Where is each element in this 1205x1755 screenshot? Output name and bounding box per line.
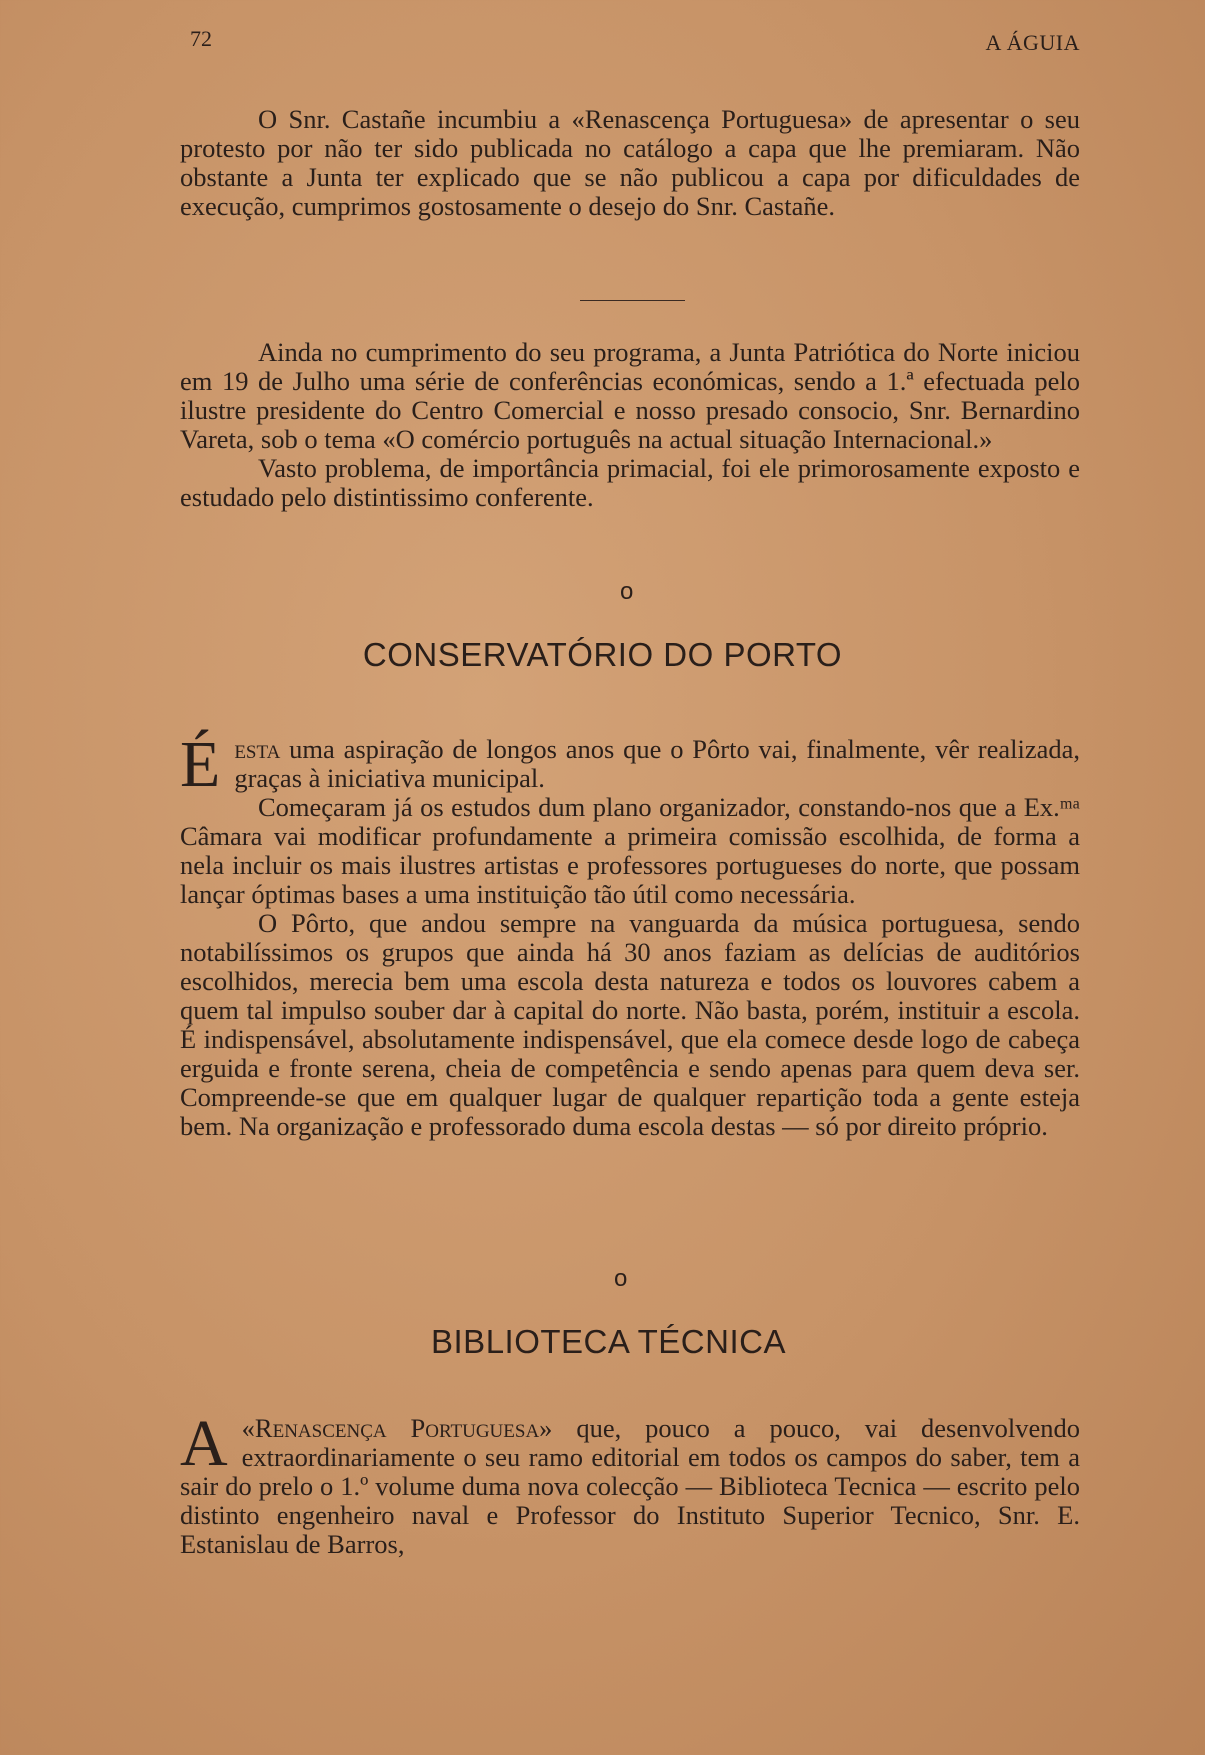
paragraph-castane — [180, 105, 1080, 221]
section-rule — [580, 300, 685, 301]
running-head: A ÁGUIA — [985, 30, 1080, 55]
paragraph-junta-text-2: Vasto problema, de importância primacial, foi ele primorosamente exposto e estudado pelo distintissimo conferente. — [180, 453, 1080, 512]
lead-smallcaps: esta — [234, 734, 281, 764]
lead-smallcaps-2: «Renascença Portuguesa» — [241, 1413, 553, 1443]
article-biblioteca-lead — [180, 1407, 1080, 1559]
drop-cap-2: A — [180, 1407, 228, 1480]
lead-text: uma aspiração de longos anos que o Pôrto vai, finalmente, vêr realizada, graças à iniciativa municipal. — [234, 734, 1080, 793]
page-number: 72 — [190, 26, 212, 51]
article-biblioteca — [180, 1407, 1080, 1559]
article-conservatorio — [180, 728, 1080, 1141]
article-conservatorio-p2: Começaram já os estudos dum plano organizador, constando-nos que a Ex.ᵐᵃ Câmara vai modificar profundamente a primeira comissão escolhida, de forma a nela incluir os mais ilustres artistas e professores portugueses do norte, que possam lançar óptimas bases a uma instituição tão útil como necessária. — [180, 792, 1080, 909]
paragraph-junta — [180, 338, 1080, 512]
page-header — [190, 22, 1080, 58]
article-conservatorio-p3: O Pôrto, que andou sempre na vanguarda da música portuguesa, sendo notabilíssimos os grupos que ainda há 30 anos faziam as delícias de auditórios escolhidos, merecia bem uma escola desta natureza e todos os louvores cabem a quem tal impulso souber dar à capital do norte. Não basta, porém, instituir a escola. É indispensável, absolutamente indispensável, que ela comece desde logo de cabeça erguida e fronte serena, cheia de competência e sendo apenas para quem deva ser. Compreende-se que em qualquer lugar de qualquer repartição toda a gente esteja bem. Na organização e professorado duma escola destas — só por direito próprio. — [180, 908, 1080, 1141]
section-separator-2: o — [614, 1265, 628, 1292]
paragraph-junta-text: Ainda no cumprimento do seu programa, a Junta Patriótica do Norte iniciou em 19 de Julho uma série de conferências económicas, sendo a 1.ª efectuada pelo ilustre presidente do Centro Comercial e nosso presado consocio, Snr. Bernardino Vareta, sob o tema «O comércio português na actual situação Internacional.» — [180, 337, 1080, 454]
article-conservatorio-lead — [180, 728, 1080, 801]
lead-text-2: que, pouco a pouco, vai desenvolvendo extraordinariamente o seu ramo editorial em todos os campos do saber, tem a sair do prelo o 1.º volume duma nova colecção — Biblioteca Tecnica — escrito pelo distinto engenheiro naval e Professor do Instituto Superior Tecnico, Snr. E. Estanislau de Barros, — [180, 1413, 1080, 1559]
section-separator: o — [620, 578, 634, 605]
drop-cap: É — [180, 728, 221, 801]
paragraph-castane-text: O Snr. Castañe incumbiu a «Renascença Portuguesa» de apresentar o seu protesto por não ter sido publicada no catálogo a capa que lhe premiaram. Não obstante a Junta ter explicado que se não publicou a capa por dificuldades de execução, cumprimos gostosamente o desejo do Snr. Castañe. — [180, 104, 1080, 221]
section-title-biblioteca: BIBLIOTECA TÉCNICA — [431, 1323, 786, 1360]
section-title-conservatorio: CONSERVATÓRIO DO PORTO — [362, 636, 843, 673]
